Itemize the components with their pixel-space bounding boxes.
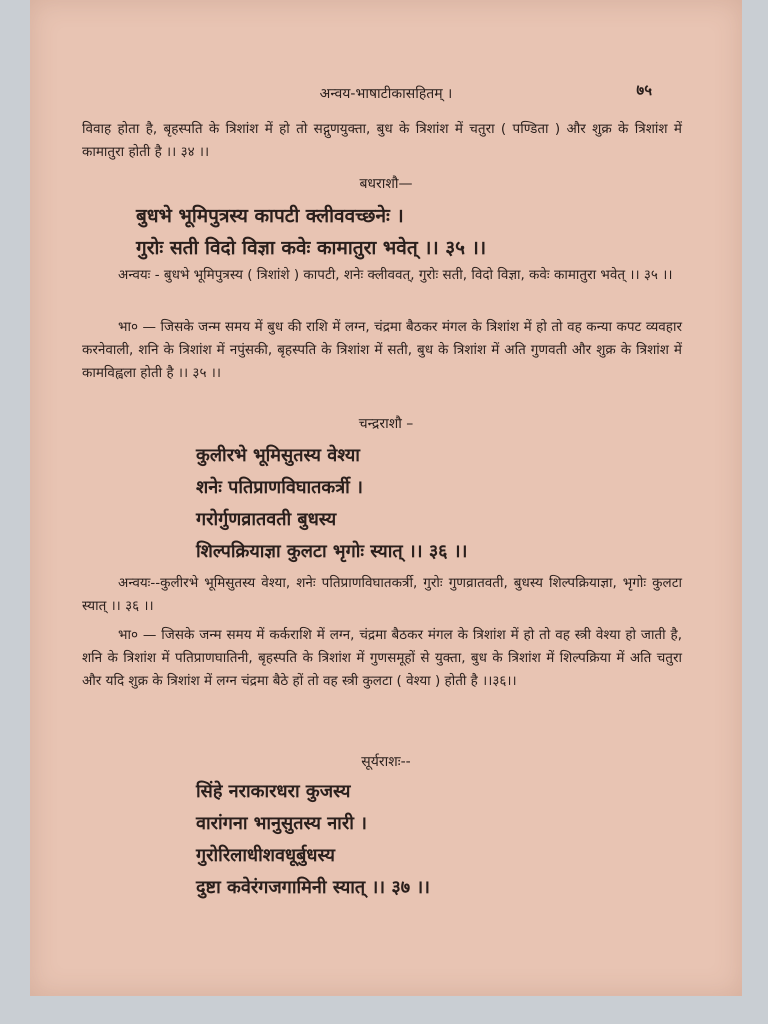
verse-line: गुरोरिलाधीशवधूर्बुधस्य — [196, 845, 335, 866]
anvaya-35: अन्वयः - बुधभे भूमिपुत्रस्य ( त्रिशांशे ) कापटी, शनेः क्लीववत्, गुरोः सती, विदो विज्ञा, कवेः कामातुरा भवेत् ।। ३५ ।। — [118, 267, 673, 283]
verse-line: शनेः पतिप्राणविघातकर्त्री । — [196, 477, 363, 498]
verse-line: गरोर्गुणव्रातवती बुधस्य — [196, 509, 337, 530]
section-heading-budha: बधराशौ— — [359, 176, 413, 192]
bhasha-36: भा० — जिसके जन्म समय में कर्कराशि में लग्न, चंद्रमा बैठकर मंगल के त्रिशांश में हो तो वह स्त्री वेश्या हो जाती है, शनि के त्रिशांश में पतिप्राणघातिनी, बृहस्पति के त्रिशांश में गुणसमूहों से युक्ता, बुध के त्रिशांश में शिल्पक्रिया में अति चतुरा और यदि शुक्र के त्रिशांश में लग्न चंद्रमा बैठे हों तो वह स्त्री कुलटा ( वेश्या ) होती है ।।३६।। — [82, 627, 682, 689]
verse-37 — [196, 776, 756, 904]
page-number: ७५ — [636, 81, 652, 99]
verse-line: गुरोः सती विदो विज्ञा कवेः कामातुरा भवेत् ।। ३५ ।। — [136, 237, 487, 259]
verse-line: कुलीरभे भूमिसुतस्य वेश्या — [196, 445, 360, 466]
bhasha-35: भा० — जिसके जन्म समय में बुध की राशि में लग्न, चंद्रमा बैठकर मंगल के त्रिशांश में हो तो वह कन्या कपट व्यवहार करनेवाली, शनि के त्रिशांश में नपुंसकी, बृहस्पति के त्रिशांश में सती, बुध के त्रिशांश में अति गुणवती और शुक्र के त्रिशांश में कामविह्वला होती है ।। ३५ ।। — [82, 319, 682, 381]
intro-paragraph: विवाह होता है, बृहस्पति के त्रिशांश में हो तो सद्गुणयुक्ता, बुध के त्रिशांश में चतुरा ( पण्डिता ) और शुक्र के त्रिशांश में कामातुरा होती है ।। ३४ ।। — [82, 121, 682, 160]
verse-35 — [136, 200, 696, 264]
running-header: अन्वय-भाषाटीकासहितम् । — [319, 86, 453, 102]
verse-line: बुधभे भूमिपुत्रस्य कापटी क्लीववच्छनेः । — [136, 205, 404, 227]
verse-line: सिंहे नराकारधरा कुजस्य — [196, 781, 351, 802]
book-page — [30, 0, 742, 996]
anvaya-36: अन्वयः--कुलीरभे भूमिसुतस्य वेश्या, शनेः पतिप्राणविघातकर्त्री, गुरोः गुणव्रातवती, बुधस्य शिल्पक्रियाज्ञा, भृगोः कुलटा स्यात् ।। ३६ ।। — [82, 575, 682, 614]
verse-line: दुष्टा कवेरंगजगामिनी स्यात् ।। ३७ ।। — [196, 877, 430, 898]
verse-line: वारांगना भानुसुतस्य नारी । — [196, 813, 367, 834]
section-heading-chandra: चन्द्रराशौ – — [358, 416, 414, 432]
verse-36 — [196, 440, 756, 568]
section-heading-surya: सूर्यराशः-- — [361, 754, 411, 770]
verse-line: शिल्पक्रियाज्ञा कुलटा भृगोः स्यात् ।। ३६ ।। — [196, 541, 468, 562]
background-strip — [0, 996, 768, 1024]
